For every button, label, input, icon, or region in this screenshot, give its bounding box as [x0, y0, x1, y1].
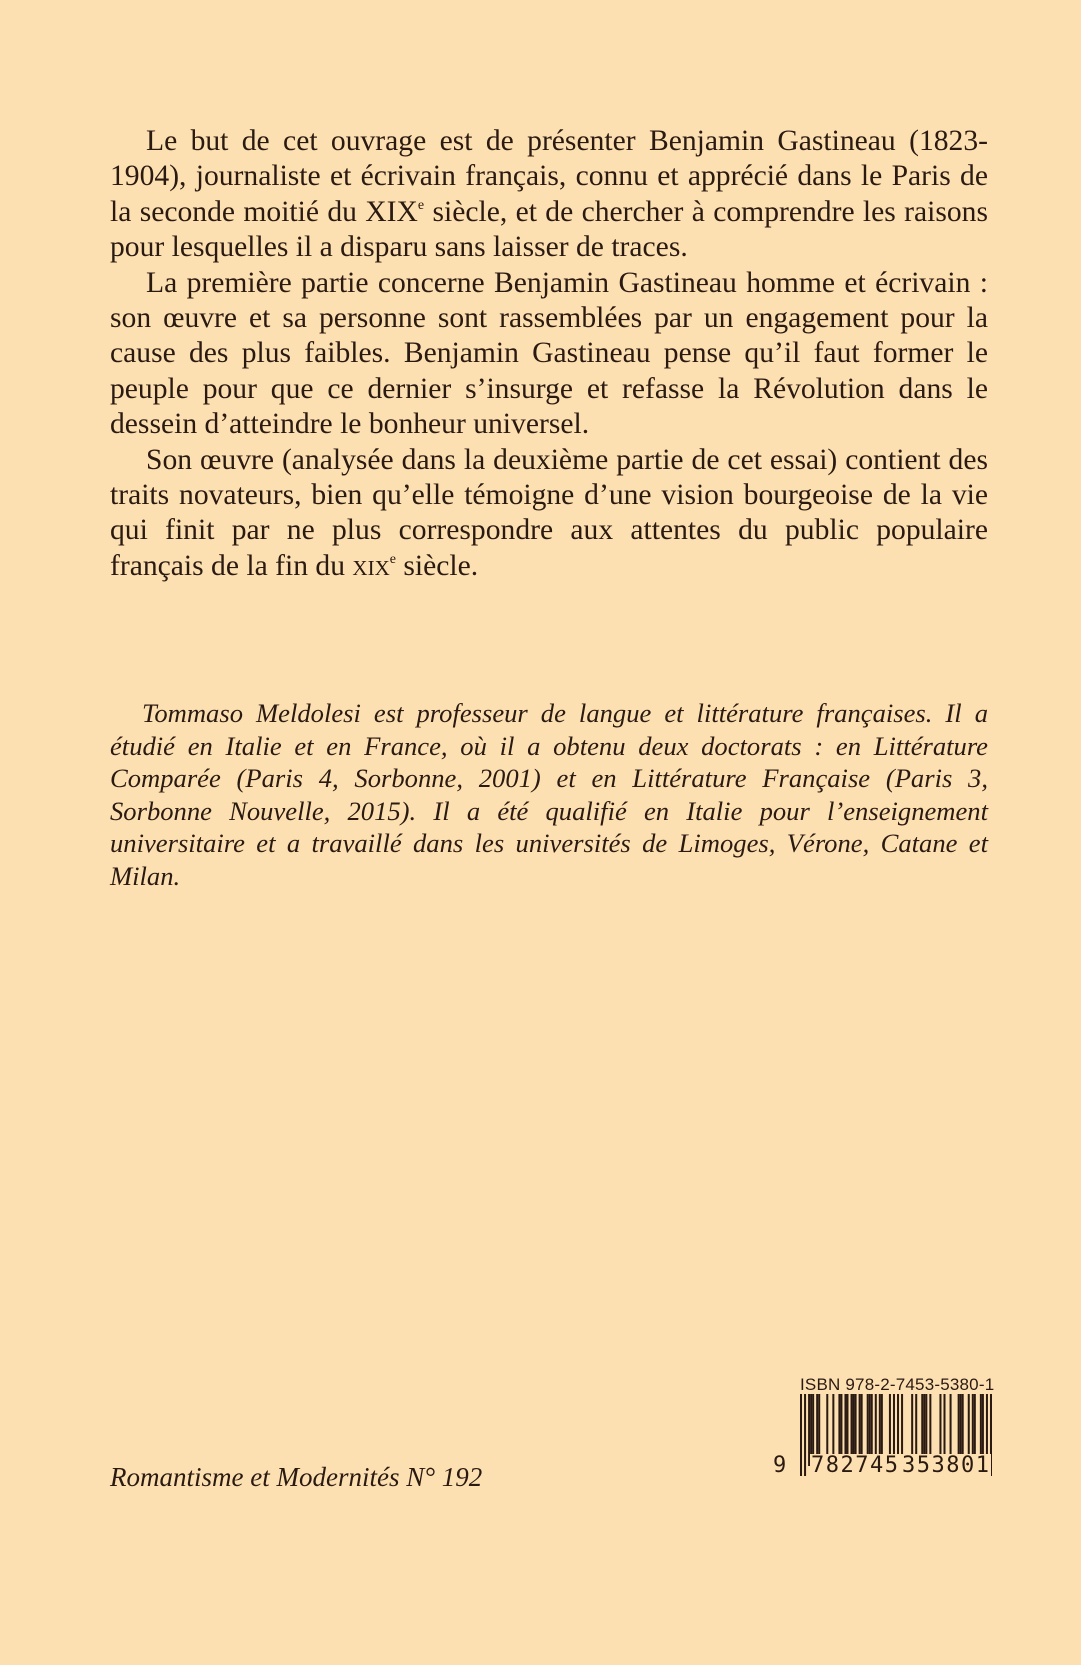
superscript: e: [389, 551, 396, 567]
barcode-guard-bar: [800, 1394, 802, 1476]
barcode-guard-bar: [804, 1394, 806, 1476]
summary-paragraph: La première partie concerne Benjamin Gastineau homme et écrivain : son œuvre et sa personne sont rassemblées par un engagement pour la cause des plus faibles. Benjamin Gastineau pense qu’il faut former le peuple pour que ce dernier s’insurge et refasse la Révolution dans le dessein d’atteindre le bonheur universel.: [110, 266, 988, 441]
summary-text: siècle.: [395, 549, 479, 582]
book-summary: [110, 124, 988, 584]
author-bio-text: Tommaso Meldolesi est professeur de langue et littérature françaises. Il a étudié en Italie et en France, où il a obtenu deux doctorats : en Littérature Comparée (Paris 4, Sorbonne, 2001) et en Littérature Française (Paris 3, Sorbonne Nouvelle, 2015). Il a été qualifié en Italie pour l’enseignement universitaire et a travaillé dans les universités de Limoges, Vérone, Catane et Milan.: [110, 698, 988, 891]
isbn-barcode-block: [770, 1372, 1000, 1482]
summary-text: Son œuvre (analysée dans la deuxième partie de cet essai) contient des traits novateurs, bien qu’elle témoigne d’une vision bourgeoise de la vie qui finit par ne plus correspondre aux attentes du public populaire français de la fin du: [110, 443, 988, 582]
summary-text: siècle, et de chercher à comprendre les raisons pour lesquelles il a disparu sans laisser de traces.: [110, 195, 988, 264]
ean-left-digits: 782745: [811, 1453, 900, 1478]
small-caps-century: xix: [352, 549, 390, 582]
ean-right-digits: 353801: [902, 1453, 991, 1478]
summary-text: Le but de cet ouvrage est de présenter Benjamin Gastineau (1823-1904), journaliste et écrivain français, connu et apprécié dans le Paris de la seconde moitié du XIX: [110, 125, 988, 228]
superscript: e: [417, 197, 425, 213]
series-title: Romantisme et Modernités N° 192: [110, 1462, 483, 1492]
author-bio: [110, 697, 988, 893]
ean-first-digit: 9: [773, 1453, 787, 1478]
isbn-label: ISBN 978-2-7453-5380-1: [800, 1375, 995, 1394]
summary-paragraph: [110, 124, 988, 266]
summary-paragraph: [110, 443, 988, 585]
